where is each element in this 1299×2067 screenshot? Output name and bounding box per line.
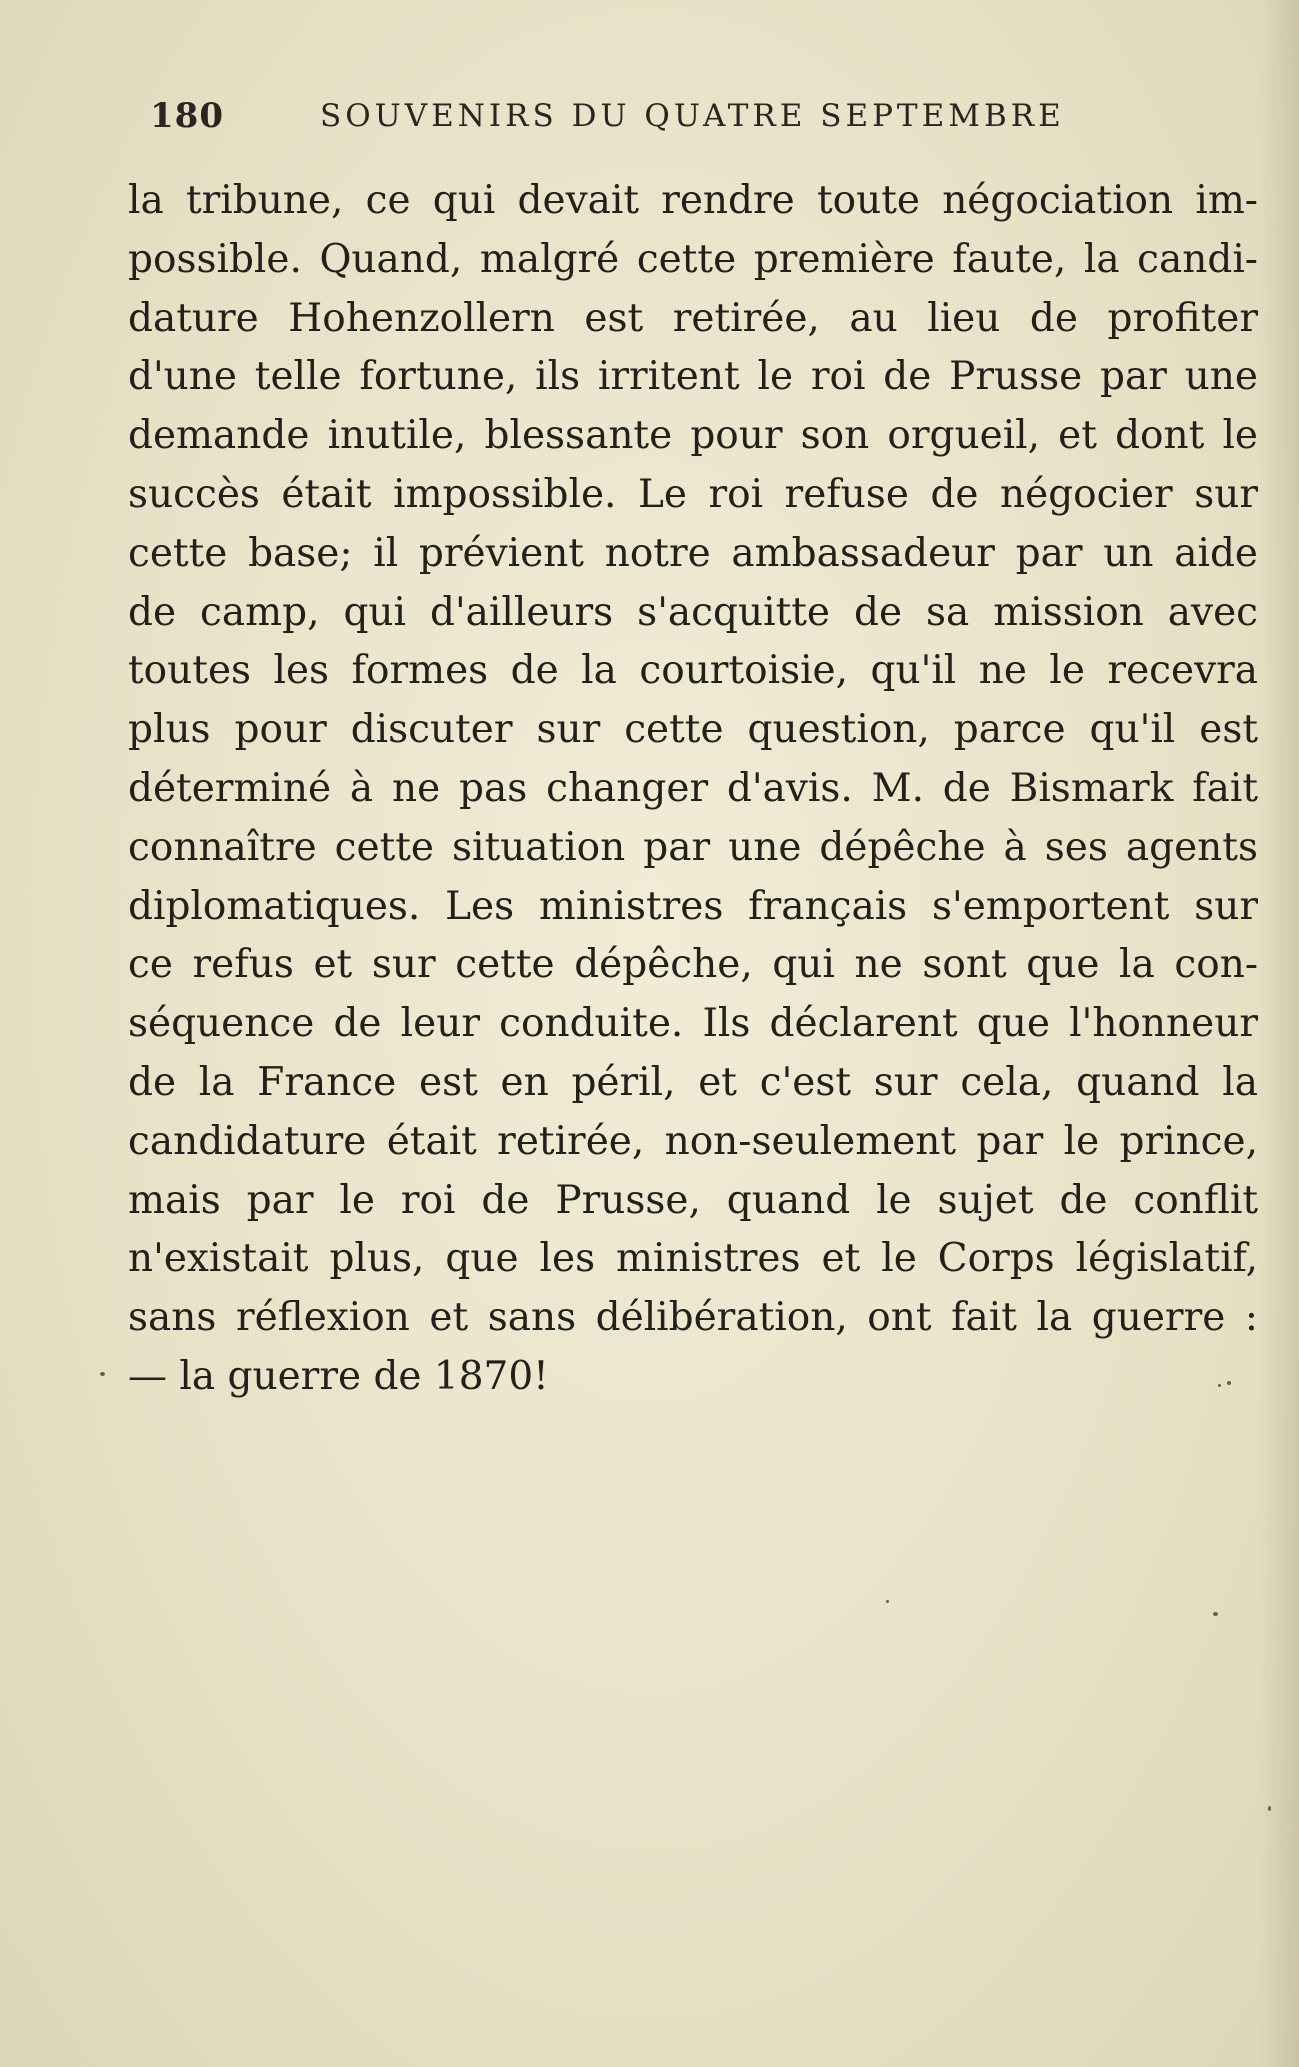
text-line: demande inutile, blessante pour son orgueil, et dont le: [128, 413, 1258, 459]
text-line: toutes les formes de la courtoisie, qu'il ne le recevra: [128, 648, 1258, 694]
text-line: de la France est en péril, et c'est sur cela, quand la: [128, 1059, 1258, 1105]
page-edge-shadow: [1259, 0, 1299, 2067]
text-line: déterminé à ne pas changer d'avis. M. de Bismark fait: [128, 765, 1258, 811]
text-line: d'une telle fortune, ils irritent le roi de Prusse par une: [128, 354, 1258, 400]
text-line: connaître cette situation par une dépêche à ses agents: [128, 824, 1258, 870]
text-line: possible. Quand, malgré cette première faute, la candi-: [128, 236, 1258, 282]
paper-speck: [1218, 1384, 1221, 1387]
text-line-final: — la guerre de 1870!: [128, 1353, 549, 1399]
running-title: SOUVENIRS DU QUATRE SEPTEMBRE: [320, 98, 1065, 134]
text-line: mais par le roi de Prusse, quand le sujet de conflit: [128, 1177, 1258, 1223]
text-line: de camp, qui d'ailleurs s'acquitte de sa mission avec: [128, 589, 1258, 635]
text-line: dature Hohenzollern est retirée, au lieu de profiter: [128, 295, 1258, 341]
text-line: ce refus et sur cette dépêche, qui ne sont que la con-: [128, 942, 1258, 988]
text-line: cette base; il prévient notre ambassadeur par un aide: [128, 530, 1258, 576]
text-line: séquence de leur conduite. Ils déclarent que l'honneur: [128, 1001, 1258, 1047]
paper-speck: [1268, 1806, 1271, 1811]
paper-speck: [100, 1372, 105, 1376]
text-line: plus pour discuter sur cette question, parce qu'il est: [128, 707, 1258, 753]
paper-speck: [1227, 1381, 1231, 1385]
paper-speck: [1213, 1612, 1218, 1616]
text-line: diplomatiques. Les ministres français s'emportent sur: [128, 883, 1258, 929]
text-line: n'existait plus, que les ministres et le Corps législatif,: [128, 1236, 1258, 1282]
text-line: sans réflexion et sans délibération, ont fait la guerre :: [128, 1295, 1258, 1341]
page-number: 180: [150, 96, 224, 136]
body-text: [128, 172, 1258, 1407]
text-line: succès était impossible. Le roi refuse de négocier sur: [128, 471, 1258, 517]
paper-speck: [886, 1600, 889, 1603]
text-line: la tribune, ce qui devait rendre toute négociation im-: [128, 178, 1258, 223]
text-line: candidature était retirée, non-seulement par le prince,: [128, 1118, 1258, 1164]
page-header: [150, 96, 1110, 146]
